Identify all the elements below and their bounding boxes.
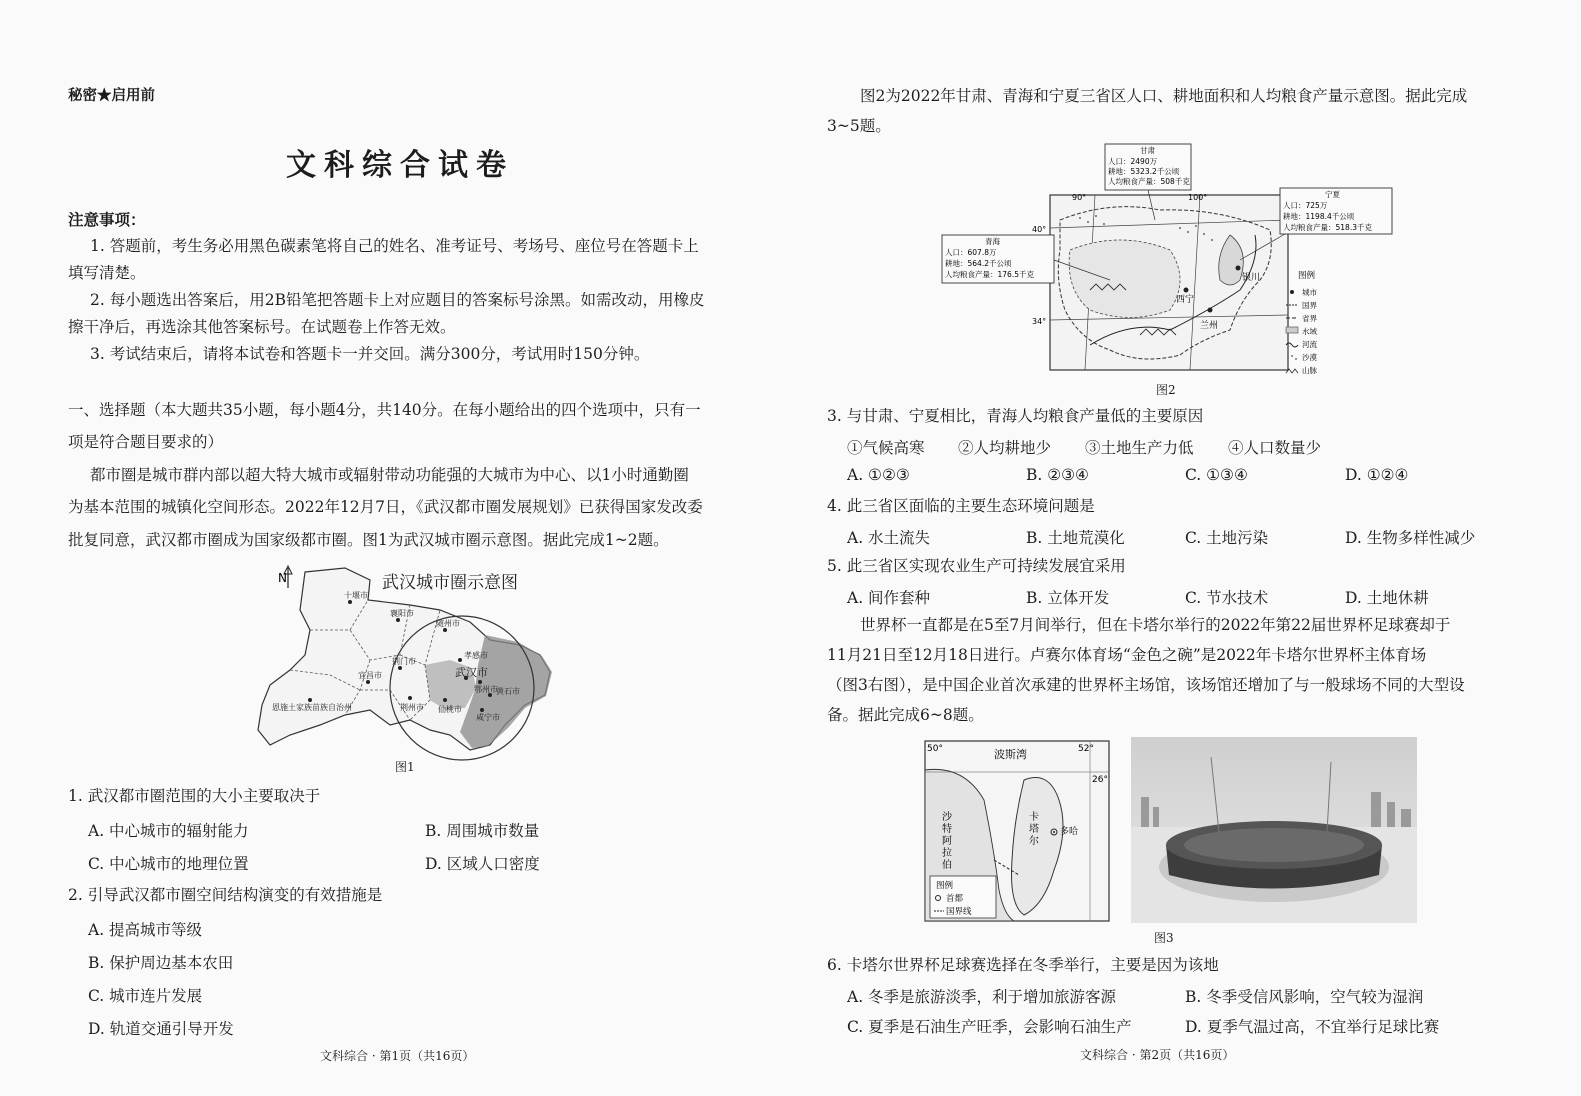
- q1-option-b: B. 周围城市数量: [425, 822, 540, 840]
- legend-title: 图例: [1298, 271, 1316, 281]
- q3-item: ④人口数量少: [1228, 439, 1322, 457]
- q2-option-d: D. 轨道交通引导开发: [88, 1020, 234, 1038]
- q3-item: ②人均耕地少: [958, 439, 1052, 457]
- stadium-photo: [1131, 737, 1417, 923]
- q5-option-a: A. 间作套种: [847, 589, 931, 607]
- qinghai-stat: 人均粮食产量：176.5千克: [945, 270, 1034, 279]
- lon-label: 52°: [1078, 744, 1094, 754]
- q3-option-d: D. ①②④: [1345, 466, 1409, 484]
- lon-label: 100°: [1188, 193, 1208, 202]
- city-label: 恩施土家族苗族自治州: [272, 703, 352, 712]
- place-label: 银川: [1242, 273, 1261, 283]
- ningxia-stat: 人均粮食产量：518.3千克: [1283, 223, 1372, 232]
- q3-option-c: C. ①③④: [1185, 466, 1248, 484]
- city-label: 鄂州市: [474, 685, 498, 694]
- q3-option-a: A. ①②③: [847, 466, 910, 484]
- q1-stem: 1. 武汉都市圈范围的大小主要取决于: [68, 787, 321, 805]
- legend-item: 山脉: [1302, 366, 1317, 375]
- note-line: 3. 考试结束后，请将本试卷和答题卡一并交回。满分300分，考试用时150分钟。: [90, 345, 650, 363]
- place-label: 西宁: [1176, 295, 1195, 305]
- city-label: 仙桃市: [438, 705, 462, 714]
- passage2-line: 11月21日至12月18日进行。卢赛尔体育场“金色之碗”是2022年卡塔尔世界杯主体育场: [827, 646, 1427, 664]
- wuhan-map-figure: [250, 560, 570, 775]
- legend-item: 水域: [1302, 327, 1317, 336]
- lat-label: 40°: [1032, 225, 1047, 234]
- q6-stem: 6. 卡塔尔世界杯足球赛选择在冬季举行，主要是因为该地: [827, 956, 1219, 974]
- figure1-caption: 图1: [395, 760, 415, 774]
- legend-item: 省界: [1302, 314, 1317, 323]
- place-label: 兰州: [1200, 321, 1219, 331]
- ningxia-label: 宁夏: [1325, 190, 1340, 199]
- page-footer: 文科综合 · 第1页（共16页）: [320, 1049, 475, 1063]
- right-page: [790, 0, 1581, 1096]
- q3-item: ①气候高寒: [847, 439, 925, 457]
- ningxia-stat: 人口：725万: [1283, 201, 1328, 210]
- city-label: 荆州市: [400, 703, 424, 712]
- legend-item: 国界: [1302, 301, 1317, 310]
- q1-option-c: C. 中心城市的地理位置: [88, 855, 249, 873]
- qatar-map: [924, 740, 1110, 922]
- passage-line: 批复同意，武汉都市圈成为国家级都市圈。图1为武汉城市圈示意图。据此完成1~2题。: [68, 531, 669, 549]
- notes-title: 注意事项：: [68, 210, 146, 229]
- q5-option-b: B. 立体开发: [1026, 589, 1110, 607]
- saudi-label: 沙特阿拉伯: [942, 812, 952, 871]
- northwest-map-figure: [940, 140, 1400, 380]
- lat-label: 26°: [1092, 775, 1108, 785]
- q1-option-a: A. 中心城市的辐射能力: [88, 822, 249, 840]
- exam-title: 文科综合试卷: [286, 148, 514, 183]
- passage2-line: 备。据此完成6~8题。: [827, 706, 984, 724]
- qinghai-label: 青海: [985, 237, 1000, 246]
- q3-option-b: B. ②③④: [1026, 466, 1089, 484]
- q1-option-d: D. 区域人口密度: [425, 855, 540, 873]
- gansu-stat: 耕地：5323.2千公顷: [1108, 167, 1180, 176]
- legend-item: 沙漠: [1302, 353, 1317, 362]
- qinghai-stat: 耕地：564.2千公顷: [945, 259, 1012, 268]
- ningxia-stat: 耕地：1198.4千公顷: [1283, 212, 1355, 221]
- north-label: N: [278, 571, 287, 585]
- legend-title: 图例: [936, 881, 954, 891]
- q4-option-d: D. 生物多样性减少: [1345, 529, 1476, 547]
- city-label: 孝感市: [464, 651, 488, 660]
- passage-line: 都市圈是城市群内部以超大特大城市或辐射带动功能强的大城市为中心、以1小时通勤圈: [90, 466, 689, 484]
- qatar-label: 卡塔尔: [1029, 812, 1039, 847]
- legend-item: 首都: [946, 894, 964, 904]
- q5-stem: 5. 此三省区实现农业生产可持续发展宜采用: [827, 557, 1126, 575]
- gansu-stat: 人均粮食产量：508千克: [1108, 177, 1190, 186]
- qinghai-stat: 人口：607.8万: [945, 248, 997, 257]
- gulf-label: 波斯湾: [994, 748, 1027, 761]
- passage-line: 为基本范围的城镇化空间形态。2022年12月7日，《武汉都市圈发展规划》已获得国家发改委: [68, 498, 703, 516]
- q2-stem: 2. 引导武汉都市圈空间结构演变的有效措施是: [68, 886, 383, 904]
- passage2-line: 世界杯一直都是在5至7月间举行，但在卡塔尔举行的2022年第22届世界杯足球赛却于: [860, 616, 1451, 634]
- map-title: 武汉城市圈示意图: [382, 573, 518, 593]
- legend-item: 河流: [1302, 340, 1317, 349]
- q3-item: ③土地生产力低: [1085, 439, 1194, 457]
- q5-option-c: C. 节水技术: [1185, 589, 1269, 607]
- city-label: 黄石市: [496, 687, 520, 696]
- q4-option-c: C. 土地污染: [1185, 529, 1269, 547]
- legend-item: 国界线: [946, 907, 972, 917]
- section-heading-cont: 项是符合题目要求的）: [68, 433, 224, 451]
- city-label: 襄阳市: [390, 609, 414, 618]
- q6-option-a: A. 冬季是旅游淡季，利于增加旅游客源: [847, 988, 1117, 1006]
- q3-stem: 3. 与甘肃、宁夏相比，青海人均粮食产量低的主要原因: [827, 407, 1204, 425]
- figure3-caption: 图3: [1154, 931, 1174, 945]
- city-label: 武汉市: [455, 666, 488, 679]
- note-line: 1. 答题前，考生务必用黑色碳素笔将自己的姓名、准考证号、考场号、座位号在答题卡上: [90, 237, 699, 255]
- lat-label: 34°: [1032, 317, 1047, 326]
- q4-option-a: A. 水土流失: [847, 529, 931, 547]
- city-label: 随州市: [436, 619, 460, 628]
- city-label: 十堰市: [344, 591, 368, 600]
- secret-label: 秘密★启用前: [68, 87, 155, 104]
- city-label: 宜昌市: [358, 671, 382, 680]
- fig2-legend: [1286, 270, 1318, 375]
- lon-label: 50°: [927, 744, 943, 754]
- city-label: 荆门市: [392, 657, 416, 666]
- left-page: [0, 0, 790, 1096]
- q6-option-b: B. 冬季受信风影响，空气较为湿润: [1185, 988, 1424, 1006]
- note-line: 填写清楚。: [68, 264, 146, 282]
- note-line: 擦干净后，再选涂其他答案标号。在试题卷上作答无效。: [68, 318, 456, 336]
- page-footer: 文科综合 · 第2页（共16页）: [1080, 1048, 1235, 1062]
- intro-line: 图2为2022年甘肃、青海和宁夏三省区人口、耕地面积和人均粮食产量示意图。据此完成: [860, 87, 1468, 105]
- q2-option-b: B. 保护周边基本农田: [88, 954, 234, 972]
- q4-stem: 4. 此三省区面临的主要生态环境问题是: [827, 497, 1095, 515]
- note-line: 2. 每小题选出答案后，用2B铅笔把答题卡上对应题目的答案标号涂黑。如需改动，用橡皮: [90, 291, 705, 309]
- q5-option-d: D. 土地休耕: [1345, 589, 1429, 607]
- lon-label: 90°: [1072, 193, 1087, 202]
- q6-option-d: D. 夏季气温过高，不宜举行足球比赛: [1185, 1018, 1440, 1036]
- intro-line: 3~5题。: [827, 117, 891, 135]
- passage2-line: （图3右图），是中国企业首次承建的世界杯主场馆，该场馆还增加了与一般球场不同的大型设: [827, 676, 1465, 694]
- q2-option-a: A. 提高城市等级: [88, 921, 203, 939]
- legend-item: 城市: [1302, 288, 1317, 297]
- figure2-caption: 图2: [1156, 383, 1176, 397]
- gansu-stat: 人口：2490万: [1108, 157, 1158, 166]
- gansu-label: 甘肃: [1140, 146, 1155, 155]
- q4-option-b: B. 土地荒漠化: [1026, 529, 1125, 547]
- city-label: 咸宁市: [476, 713, 500, 722]
- doha-label: 多哈: [1060, 827, 1079, 837]
- q2-option-c: C. 城市连片发展: [88, 987, 203, 1005]
- section-heading: 一、选择题（本大题共35小题，每小题4分，共140分。在每小题给出的四个选项中，只有一: [68, 401, 701, 419]
- q6-option-c: C. 夏季是石油生产旺季，会影响石油生产: [847, 1018, 1132, 1036]
